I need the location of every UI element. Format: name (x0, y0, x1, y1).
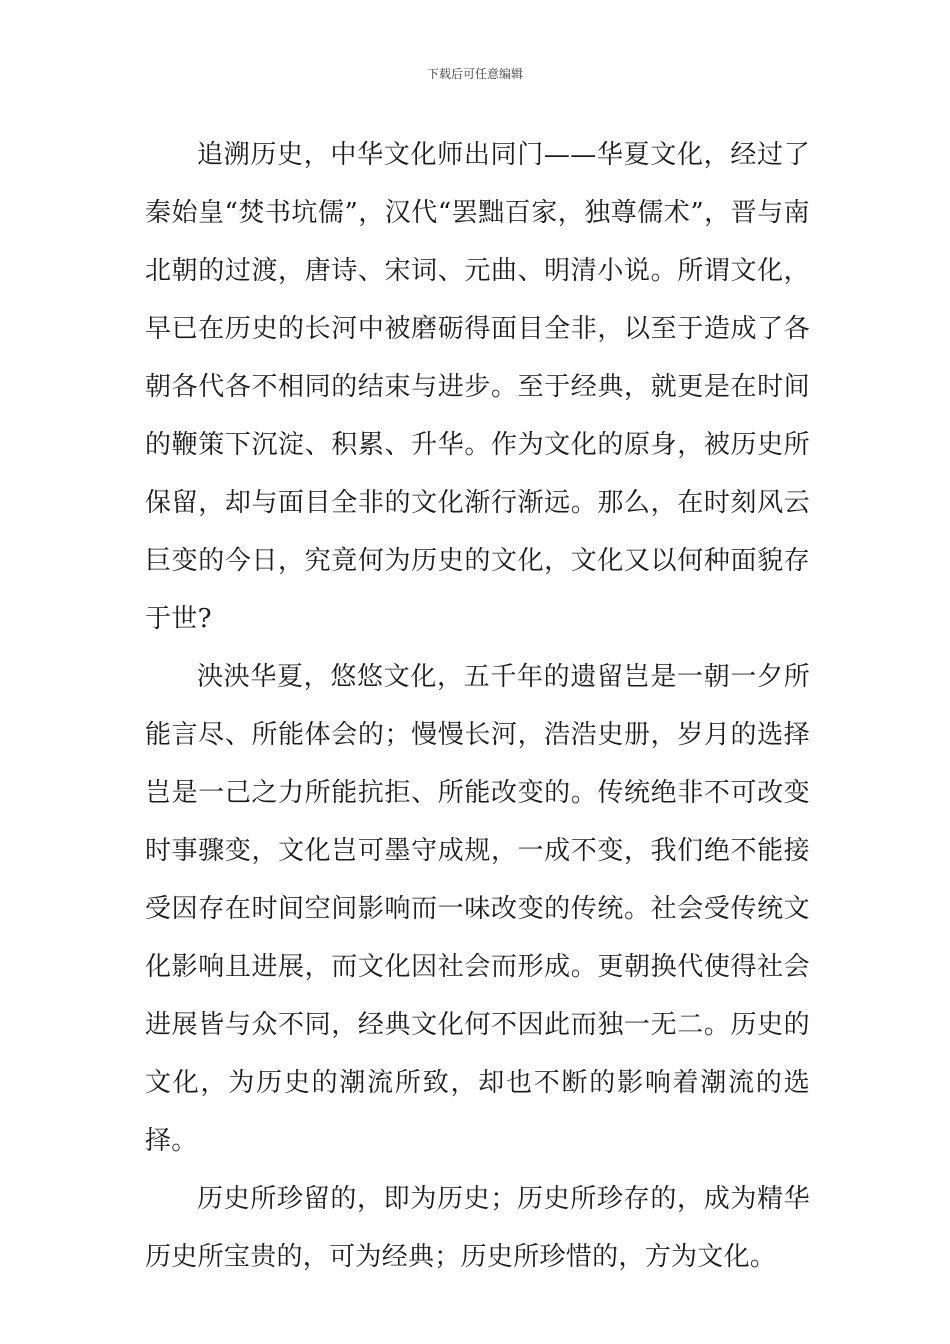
paragraph-2: 泱泱华夏，悠悠文化，五千年的遗留岂是一朝一夕所能言尽、所能体会的；慢慢长河，浩浩史册，岁月的选择岂是一己之力所能抗拒、所能改变的。传统绝非不可改变时事骤变，文化岂可墨守成规，一成不变，我们绝不能接受因存在时间空间影响而一味改变的传统。社会受传统文化影响且进展，而文化因社会而形成。更朝换代使得社会进展皆与众不同，经典文化何不因此而独一无二。历史的文化，为历史的潮流所致，却也不断的影响着潮流的选择。 (145, 662, 810, 1156)
paragraph-3: 历史所珍留的，即为历史；历史所珍存的，成为精华历史所宝贵的，可为经典；历史所珍惜的，方为文化。 (145, 1184, 810, 1272)
document-body (145, 126, 810, 1286)
paragraph-1: 追溯历史，中华文化师出同门——华夏文化，经过了秦始皇“焚书坑儒”，汉代“罢黜百家，独尊儒术”，晋与南北朝的过渡，唐诗、宋词、元曲、明清小说。所谓文化，早已在历史的长河中被磨砺得面目全非，以至于造成了各朝各代各不相同的结束与进步。至于经典，就更是在时间的鞭策下沉淀、积累、升华。作为文化的原身，被历史所保留，却与面目全非的文化渐行渐远。那么，在时刻风云巨变的今日，究竟何为历史的文化，文化又以何种面貌存于世? (145, 140, 810, 634)
header-note: 下载后可任意编辑 (426, 67, 523, 81)
